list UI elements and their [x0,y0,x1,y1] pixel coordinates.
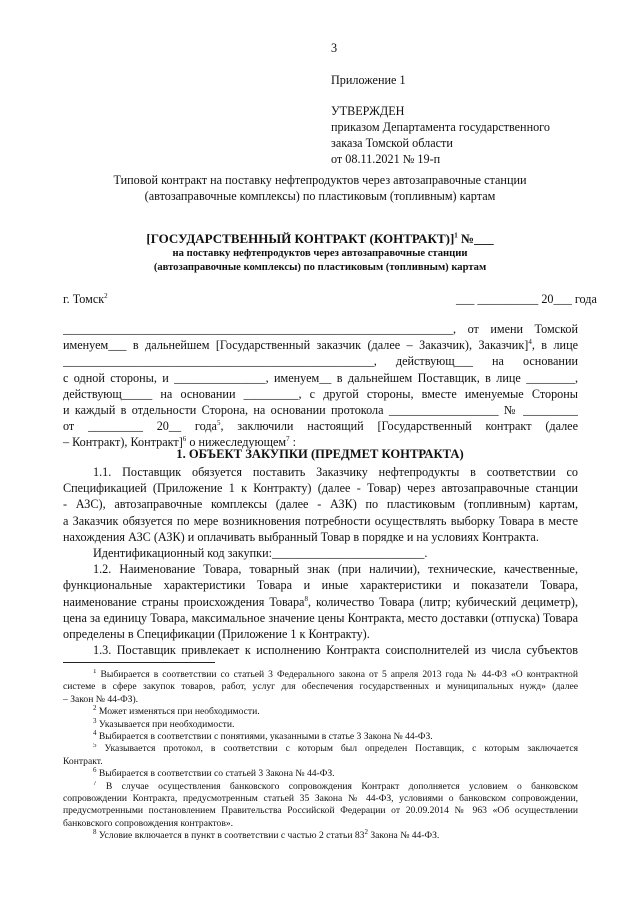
clause-1-1-line-4: а Заказчик обязуется по мере возникновения потребности осуществлять выборку Товара в месте [63,513,578,528]
footnote-5-line-1: $^5$ Указывается протокол, в соответствии с которым был определен Поставщик, с которым заключается [93,743,578,755]
date-field: ___ __________ 20___ года [456,292,597,306]
approved-label: УТВЕРЖДЕН [331,104,405,118]
contract-heading-sub-2: (автозаправочные комплексы) по пластиковым (топливным) картам [153,262,487,273]
preamble-line-4: с одной стороны, и _______________, именуем__ в дальнейшем Поставщик, в лице ________, [63,370,578,385]
footnote-1-line-2: системе в сфере закупок товаров, работ, услуг для обеспечения государственных и муниципальных нужд» (далее [63,681,578,693]
procurement-code: Идентификационный код закупки:_________________________. [93,545,428,560]
preamble-line-2: именуем___ в дальнейшем [Государственный заказчик (далее – Заказчик), Заказчик]$^4$, в лице [63,338,578,353]
clause-1-1-line-2: Спецификацией (Приложение 1 к Контракту) (далее - Товар) через автозаправочные станции [63,481,578,496]
footnote-8: $^8$ Условие включается в пункт в соответствии с частью 2 статьи $83^2$ Закона № 44-ФЗ. [93,827,440,842]
footnotes [63,669,578,842]
footnote-7-line-4: банковского сопровождения контрактов». [63,817,234,829]
clause-1-1-line-5: нахождения АЗС (АЗК) и оплачивать выбранный Товар в порядке и на условиях Контракта. [63,529,539,544]
section-1-title: 1. ОБЪЕКТ ЗАКУПКИ (ПРЕДМЕТ КОНТРАКТА) [176,447,464,461]
preamble-line-8: – Контракт), Контракт]$^6$ о нижеследующем$^7$ : [63,435,297,450]
contract-heading-sub-1: на поставку нефтепродуктов через автозаправочные станции [172,248,468,259]
footnote-1-line-1: $^1$ Выбирается в соответствии со статьей 3 Федерального закона от 5 апреля 2013 года № 44-ФЗ «О контрактной [93,669,578,680]
preamble-line-3: ___________________________________________________, действующ___ на основании [63,354,578,369]
preamble-line-5: действующ_____ на основании _________, с другой стороны, вместе именуемые Стороны [63,386,578,401]
page-number: 3 [331,41,338,55]
clause-1-2-line-3: наименование страны происхождения Товара$^8$, количество Товара (литр; кубический дециметр), [63,594,578,609]
footnote-1-line-3: – Закон № 44-ФЗ). [63,693,139,705]
contract-heading-main: [ГОСУДАРСТВЕННЫЙ КОНТРАКТ (КОНТРАКТ)]$^1$ №___ [146,231,494,246]
contract-heading [60,230,580,275]
clause-1-2-line-5: определены в Спецификации (Приложение 1 к Контракту). [63,626,370,641]
footnote-4: $^4$ Выбирается в соответствии с понятиями, указанными в статье 3 Закона № 44-ФЗ. [93,728,433,742]
clause-1-3-line-1: 1.3. Поставщик привлекает к исполнению Контракта соисполнителей из числа субъектов [93,643,578,658]
footnote-separator [63,662,215,663]
section-1-body [63,464,578,658]
footnote-6: $^6$ Выбирается в соответствии со статьей 3 Закона № 44-ФЗ. [93,765,335,780]
footnote-3: $^3$ Указывается при необходимости. [93,716,235,730]
footnote-2: $^2$ Может изменяться при необходимости. [93,703,260,718]
preamble-line-6: и каждый в отдельности Сторона, на основании протокола __________________ № _________ [63,402,578,417]
footnote-7-line-3: предусмотренными постановлением Правительства Российской Федерации от 20.09.2014 № 963 «Об осуществлении [63,805,578,817]
city-label: г. Томск$^2$ [63,291,108,306]
approval-line-2: заказа Томской области [331,136,453,150]
clause-1-2-line-2: функциональные характеристики Товара и иные характеристики и показатели Товара, [63,578,578,593]
document-title-line-1: Типовой контракт на поставку нефтепродуктов через автозаправочные станции [113,173,527,187]
footnote-5-line-2: Контракт. [63,755,103,767]
footnote-7-line-1: $^7$ В случае осуществления банковского сопровождения Контракт дополняется условием о банковском [93,780,578,792]
footnote-7-line-2: сопровождении Контракта, предусмотренным статьей 35 Закона № 44-ФЗ, условиями о банковском сопровождении, [63,792,578,804]
preamble-line-1: ________________________________________________________________, от имени Томской [63,322,578,336]
approval-block [331,72,550,167]
clause-1-1-line-3: - АЗС), автозаправочные комплексы (далее - АЗК) по пластиковым (топливным) картам, [63,497,578,512]
clause-1-1-line-1: 1.1. Поставщик обязуется поставить Заказчику нефтепродукты в соответствии со [93,465,578,479]
document-title-line-2: (автозаправочные комплексы) по пластиковым (топливным) картам [144,189,496,203]
preamble-line-7: от _________ 20__ года$^5$, заключили настоящий [Государственный контракт (далее [63,419,578,434]
preamble [63,321,578,451]
approval-line-3: от 08.11.2021 № 19-п [331,152,441,166]
document-title [60,172,580,204]
clause-1-2-line-4: цена за единицу Товара, максимальное значение цены Контракта, место доставки (отпуска) Товара [63,610,578,625]
clause-1-2-line-1: 1.2. Наименование Товара, товарный знак (при наличии), технические, качественные, [93,562,578,577]
approval-line-1: приказом Департамента государственного [331,120,550,134]
appendix-label: Приложение 1 [331,73,406,87]
